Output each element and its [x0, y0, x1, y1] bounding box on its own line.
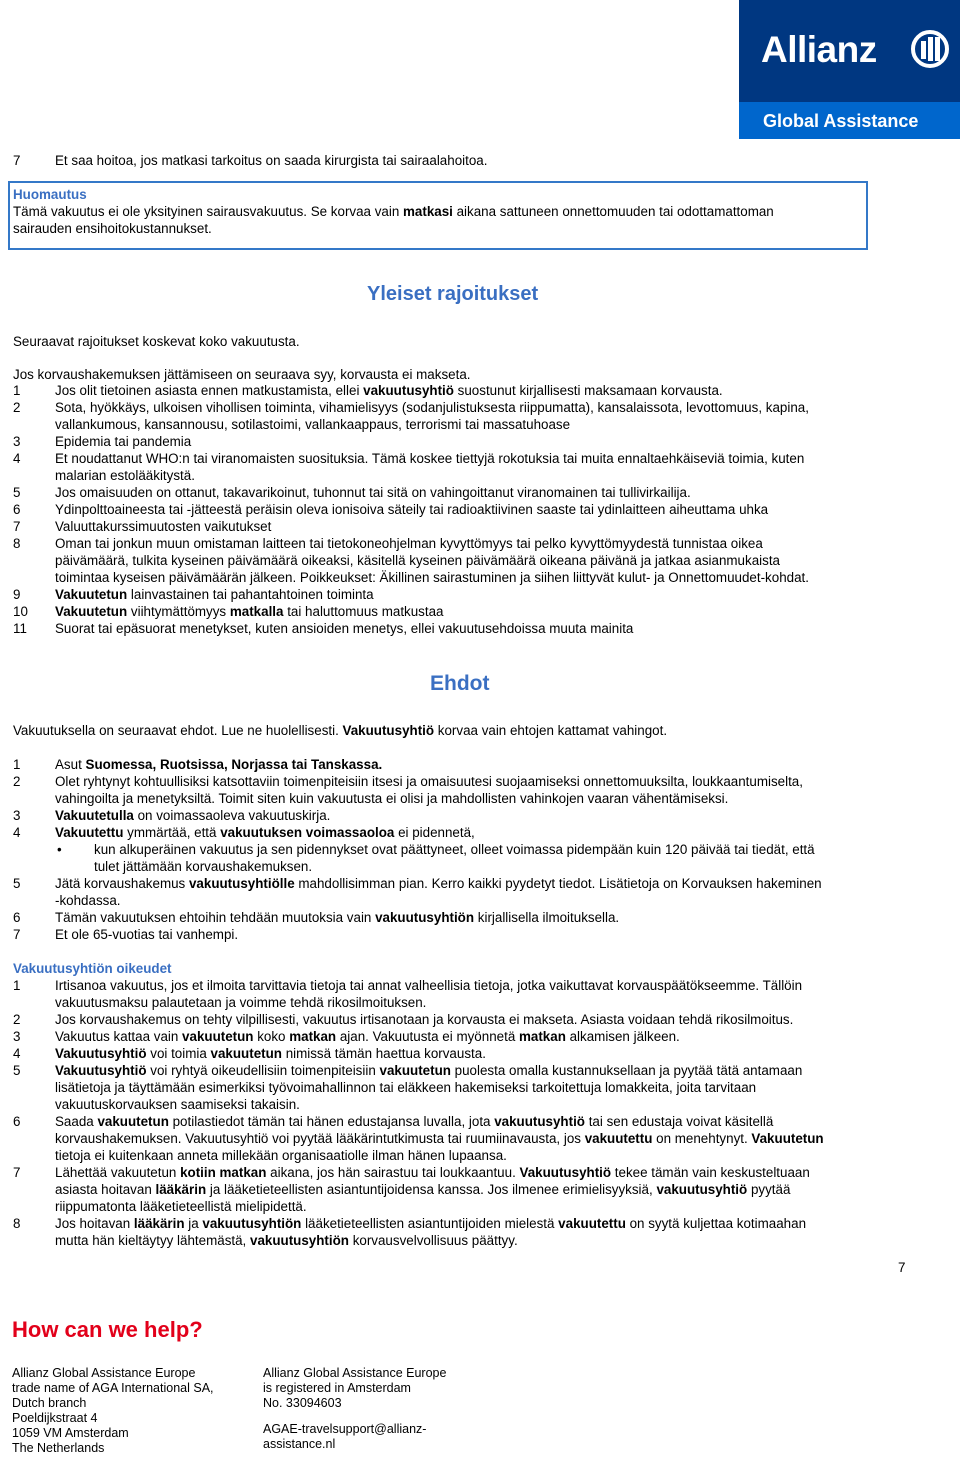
item-number: 7 [13, 1165, 21, 1180]
rights-item-6-line-3: tietoja ei kuitenkaan anneta millekään organisaatiolle ilman hänen lupaansa. [55, 1148, 507, 1163]
rights-item-6: Saada vakuutetun potilastiedot tämän tai hänen edustajansa luvalla, jota vakuutusyhtiö tai sen edustaja voivat käsitellä [55, 1114, 774, 1129]
allianz-logo [739, 0, 960, 139]
general-item-8-line-2: päivämäärä, tulkita kyseinen päivämäärä oikeaksi, käsitellä kyseinen päivämäärä oikeana päivänä ja jatkaa asianmukaista [55, 553, 780, 568]
item-number: 7 [13, 153, 21, 168]
item-number: 7 [13, 927, 21, 942]
general-item-5: Jos omaisuuden on ottanut, takavarikoinut, tuhonnut tai sitä on vahingoittanut viranomainen tai tullivirkailija. [55, 485, 691, 500]
footer-left-line: Dutch branch [12, 1396, 87, 1410]
item-number: 4 [13, 1046, 21, 1061]
item-number: 2 [13, 1012, 21, 1027]
general-item-9: Vakuutetun lainvastainen tai pahantahtoinen toiminta [55, 587, 374, 602]
footer-right-line: AGAE-travelsupport@allianz- [263, 1422, 427, 1436]
section-heading-general: Yleiset rajoitukset [367, 283, 539, 305]
item-number: 6 [13, 1114, 21, 1129]
footer-left-line: trade name of AGA International SA, [12, 1381, 214, 1395]
allianz-eagle-icon [911, 30, 949, 68]
general-item-8-line-1: Oman tai jonkun muun omistaman laitteen tai tietokoneohjelman kyvyttömyys tai pelko kyvyttömyydestä tunnistaa oikea [55, 536, 763, 551]
rights-item-8-line-2: mutta hän kieltäytyy lähtemästä, vakuutusyhtiön korvausvelvollisuus päättyy. [55, 1233, 518, 1248]
terms-item-7: Et ole 65-vuotias tai vanhempi. [55, 927, 239, 942]
general-item-4: Et noudattanut WHO:n tai viranomaisten suosituksia. Tämä koskee tiettyjä rokotuksia tai muita ennaltaehkäiseviä toimia, kuten [55, 451, 805, 466]
section-heading-terms: Ehdot [430, 672, 490, 695]
footer-right-line: No. 33094603 [263, 1396, 342, 1410]
item-number: 5 [13, 876, 21, 891]
rights-item-3: Vakuutus kattaa vain vakuutetun koko matkan ajan. Vakuutusta ei myönnetä matkan alkamisen jälkeen. [55, 1029, 680, 1044]
footer-right-line: is registered in Amsterdam [263, 1381, 411, 1395]
rights-item-1-line-2: vakuutusmaksu palautetaan ja voimme tehdä rikosilmoituksen. [55, 995, 427, 1010]
footer-left [12, 1366, 214, 1456]
notice-line-2: sairauden ensihoitokustannukset. [13, 221, 212, 236]
terms-intro: Vakuutuksella on seuraavat ehdot. Lue ne huolellisesti. Vakuutusyhtiö korvaa vain ehtojen kattamat vahingot. [13, 723, 668, 738]
general-item-6: Ydinpolttoaineesta tai -jätteestä peräisin oleva ionisoiva säteily tai radioaktiivinen saaste tai ydinlaitteen aiheuttama uhka [55, 502, 769, 517]
footer-spacer [263, 1411, 446, 1422]
general-item-7: Valuuttakurssimuutosten vaikutukset [55, 519, 272, 534]
general-item-11: Suorat tai epäsuorat menetykset, kuten ansioiden menetys, ellei vakuutusehdoissa muuta mainita [55, 621, 634, 636]
item-number: 3 [13, 434, 21, 449]
notice-line-1: Tämä vakuutus ei ole yksityinen sairausvakuutus. Se korvaa vain matkasi aikana sattuneen onnettomuuden tai odottamattoman [13, 204, 774, 219]
rights-item-2: Jos korvaushakemus on tehty vilpillisesti, vakuutus irtisanotaan ja korvausta ei makseta. Asiasta voidaan tehdä rikosilmoitus. [55, 1012, 794, 1027]
item-number: 6 [13, 502, 21, 517]
footer-left-line: The Netherlands [12, 1441, 105, 1455]
item-number: 6 [13, 910, 21, 925]
section-heading-rights: Vakuutusyhtiön oikeudet [13, 961, 172, 976]
terms-item-5-line-2: -kohdassa. [55, 893, 121, 908]
footer-right-line: Allianz Global Assistance Europe [263, 1366, 447, 1380]
item-number: 3 [13, 1029, 21, 1044]
item-number: 5 [13, 1063, 21, 1078]
rights-item-6-line-2: korvaushakemuksen. Vakuutusyhtiö voi pyytää lääkärintutkimusta tai ruumiinavausta, jos vakuutettu on menehtynyt. Vakuutetun [55, 1131, 824, 1146]
terms-item-3: Vakuutetulla on voimassaoleva vakuutuskirja. [55, 808, 331, 823]
rights-item-1-line-1: Irtisanoa vakuutus, jos et ilmoita tarvittavia tietoja tai annat valheellisia tietoja, jotka vaikuttavat korvauspäätökseemme. Tällöin [55, 978, 803, 993]
terms-item-4-sub-line-1: kun alkuperäinen vakuutus ja sen pidennykset ovat päättyneet, olleet voimassa pidempään kuin 120 päivää tai tiedät, että [94, 842, 815, 857]
rights-item-7-line-3: riippumatonta lääketieteellistä mielipidettä. [55, 1199, 307, 1214]
item-number: 1 [13, 383, 21, 398]
terms-item-4: Vakuutettu ymmärtää, että vakuutuksen voimassaoloa ei pidennetä, [55, 825, 475, 840]
rights-item-5-line-2: lisätietoja ja täyttämään esimerkiksi työvoimahallinnon tai eläkkeen hakemiseksi tarkoitettuja lomakkeita, joita tarvitaan [55, 1080, 757, 1095]
general-item-4-line-2: malarian estolääkitystä. [55, 468, 195, 483]
footer-right [263, 1366, 446, 1452]
logo-brand: Allianz [761, 29, 877, 70]
footer-left-line: Allianz Global Assistance Europe [12, 1366, 196, 1380]
item-number: 9 [13, 587, 21, 602]
logo-subbar [739, 102, 960, 139]
item-number: 8 [13, 536, 21, 551]
item-number: 2 [13, 774, 21, 789]
item-number: 10 [13, 604, 28, 619]
help-slogan: How can we help? [12, 1317, 203, 1342]
general-sub: Jos korvaushakemuksen jättämiseen on seuraava syy, korvausta ei makseta. [13, 367, 471, 382]
page-number: 7 [898, 1260, 906, 1275]
item-number: 1 [13, 978, 21, 993]
item-number: 4 [13, 825, 21, 840]
item-text: Et saa hoitoa, jos matkasi tarkoitus on saada kirurgista tai sairaalahoitoa. [55, 153, 488, 168]
item-number: 7 [13, 519, 21, 534]
terms-item-2-line-1: Olet ryhtynyt kohtuullisiksi katsottaviin toimenpiteisiin itsesi ja omaisuutesi suojaamiseksi onnettomuuksilta, loukkaantumiselta, [55, 774, 803, 789]
bullet-icon: • [57, 842, 62, 857]
rights-item-5-line-3: vakuutuskorvauksen saamiseksi takaisin. [55, 1097, 300, 1112]
rights-item-5: Vakuutusyhtiö voi ryhtyä oikeudellisiin toimenpiteisiin vakuutetun puolesta omalla kustannuksellaan ja pyytää tätä antamaan [55, 1063, 803, 1078]
terms-item-4-sub-line-2: tulet jättämään korvaushakemuksen. [94, 859, 313, 874]
rights-item-7-line-2: asiasta hoitavan lääkärin ja lääketieteellisten asiantuntijoidensa kanssa. Jos ilmenee erimielisyyksiä, vakuutusyhtiö pyytää [55, 1182, 791, 1197]
general-item-8-line-3: toimintaa kyseisen päivämäärän jälkeen. Poikkeukset: Äkillinen sairastuminen ja siihen liittyvät kulut- ja Onnettomuudet-kohdat. [55, 570, 809, 585]
terms-item-1: Asut Suomessa, Ruotsissa, Norjassa tai Tanskassa. [55, 757, 383, 772]
item-number: 2 [13, 400, 21, 415]
notice-title: Huomautus [13, 187, 87, 202]
general-item-1: Jos olit tietoinen asiasta ennen matkustamista, ellei vakuutusyhtiö suostunut kirjallisesti maksamaan korvausta. [55, 383, 723, 398]
footer-right-line: assistance.nl [263, 1437, 336, 1451]
item-number: 8 [13, 1216, 21, 1231]
item-number: 3 [13, 808, 21, 823]
footer-left-line: Poeldijkstraat 4 [12, 1411, 98, 1425]
terms-item-5: Jätä korvaushakemus vakuutusyhtiölle mahdollisimman pian. Kerro kaikki pyydetyt tiedot. Lisätietoja on Korvauksen hakeminen [55, 876, 822, 891]
terms-item-6: Tämän vakuutuksen ehtoihin tehdään muutoksia vain vakuutusyhtiön kirjallisella ilmoituksella. [55, 910, 620, 925]
general-intro: Seuraavat rajoitukset koskevat koko vakuutusta. [13, 334, 300, 349]
rights-item-8: Jos hoitavan lääkärin ja vakuutusyhtiön lääketieteellisten asiantuntijoiden mielestä vakuutettu on syytä kuljettaa kotimaahan [55, 1216, 807, 1231]
general-item-10: Vakuutetun viihtymättömyys matkalla tai haluttomuus matkustaa [55, 604, 444, 619]
item-number: 11 [13, 621, 27, 636]
logo-sub: Global Assistance [763, 111, 919, 131]
item-number: 4 [13, 451, 21, 466]
footer-left-line: 1059 VM Amsterdam [12, 1426, 129, 1440]
rights-item-4: Vakuutusyhtiö voi toimia vakuutetun nimissä tämän haettua korvausta. [55, 1046, 486, 1061]
rights-item-7: Lähettää vakuutetun kotiin matkan aikana, jos hän sairastuu tai loukkaantuu. Vakuutusyhtiö tekee tämän vain keskusteltuaan [55, 1165, 810, 1180]
general-item-2-line-1: Sota, hyökkäys, ulkoisen vihollisen toiminta, vihamielisyys (sodanjulistuksesta riippumatta), kansalaissota, levottomuus, kapina, [55, 400, 809, 415]
item-number: 5 [13, 485, 21, 500]
terms-item-2-line-2: vahingoilta ja menetyksiltä. Toimit siten kuin vakuutusta ei olisi ja mahdollisten vahinkojen vaaran vähentämiseksi. [55, 791, 729, 806]
general-item-3: Epidemia tai pandemia [55, 434, 192, 449]
general-item-2-line-2: vallankumous, kansannousu, sotilastoimi, vallankaappaus, terrorismi tai massatuhoase [55, 417, 571, 432]
item-number: 1 [13, 757, 21, 772]
